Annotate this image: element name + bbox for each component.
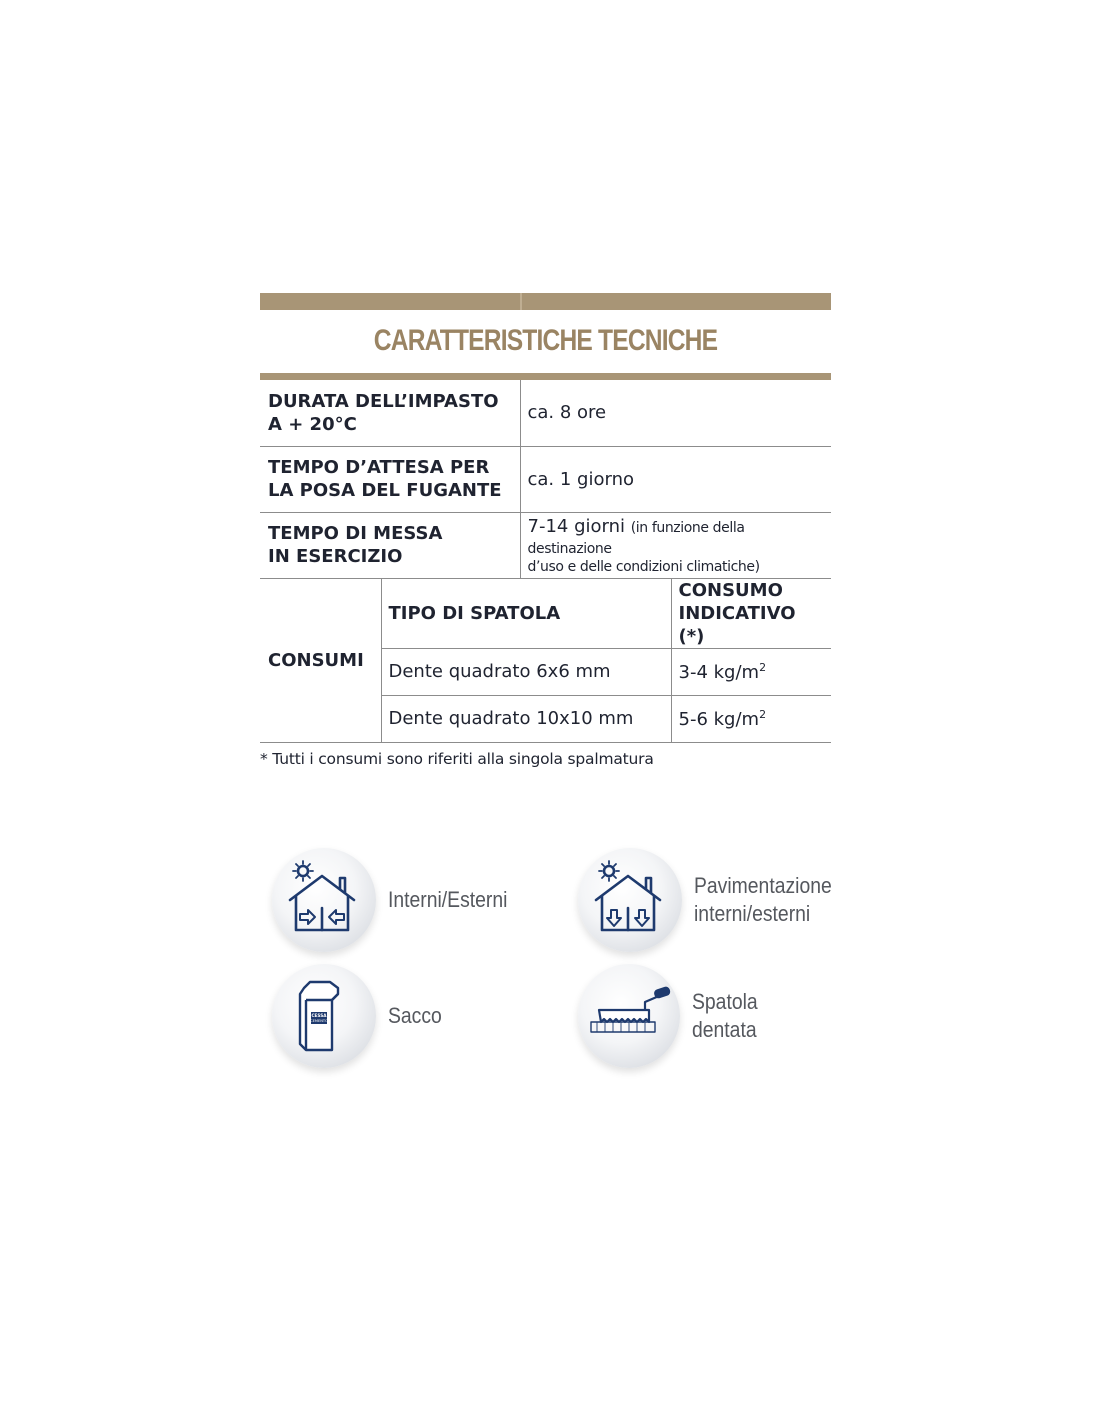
notched-trowel-icon [578, 964, 680, 1068]
house-interior-exterior-icon [272, 848, 376, 952]
spec-value: 7-14 giorni (in funzione della destinazione d’uso e delle condizioni climatiche) [520, 512, 831, 578]
consumption-cell: 3-4 $kg/m^2$ [671, 648, 831, 695]
icon-item [272, 964, 449, 1068]
spec-row [260, 446, 831, 512]
spec-label: TEMPO D’ATTESA PER LA POSA DEL FUGANTE [260, 446, 520, 512]
title-accent-bar [260, 373, 831, 380]
spec-row [260, 512, 831, 578]
footnote: * Tutti i consumi sono riferiti alla singola spalmatura [260, 749, 654, 768]
icon-label: Sacco [388, 1003, 442, 1028]
consumption-cell: 5-6 $kg/m^2$ [671, 695, 831, 742]
section-title: CARATTERISTICHE TECNICHE [373, 324, 718, 357]
icon-item [578, 848, 851, 952]
header-trowel-type: TIPO DI SPATOLA [381, 579, 671, 649]
icon-label: Pavimentazione interni/esterni [694, 873, 832, 926]
icon-item [578, 964, 842, 1068]
header-consumption: CONSUMO INDICATIVO (*) [671, 579, 831, 649]
trowel-type-cell: Dente quadrato 6x6 mm [381, 648, 671, 695]
spec-value-note: (in funzione della destinazione [527, 519, 745, 557]
usage-icons [272, 848, 842, 1078]
technical-sheet [260, 293, 831, 768]
trowel-type-cell: Dente quadrato 10x10 mm [381, 695, 671, 742]
house-floor-icon [578, 848, 682, 952]
icon-label: Interni/Esterni [388, 887, 508, 912]
spec-label: TEMPO DI MESSA IN ESERCIZIO [260, 512, 520, 578]
spec-row [260, 380, 831, 446]
icon-label: Spatola dentata [691, 989, 758, 1042]
svg-text:CEMENTO: CEMENTO [310, 1019, 328, 1023]
spec-value: ca. 8 ore [520, 380, 831, 446]
spec-value-note: d’uso e delle condizioni climatiche) [527, 558, 760, 575]
spec-table [260, 380, 831, 579]
consumption-label: CONSUMI [260, 579, 381, 743]
consumption-table [260, 579, 831, 743]
spec-label: DURATA DELL’IMPASTO A + 20°C [260, 380, 520, 446]
top-accent-bar [260, 293, 831, 310]
spec-value: ca. 1 giorno [520, 446, 831, 512]
svg-text:CESSA: CESSA [311, 1013, 327, 1018]
icon-item [272, 848, 524, 952]
bag-icon [272, 964, 376, 1068]
